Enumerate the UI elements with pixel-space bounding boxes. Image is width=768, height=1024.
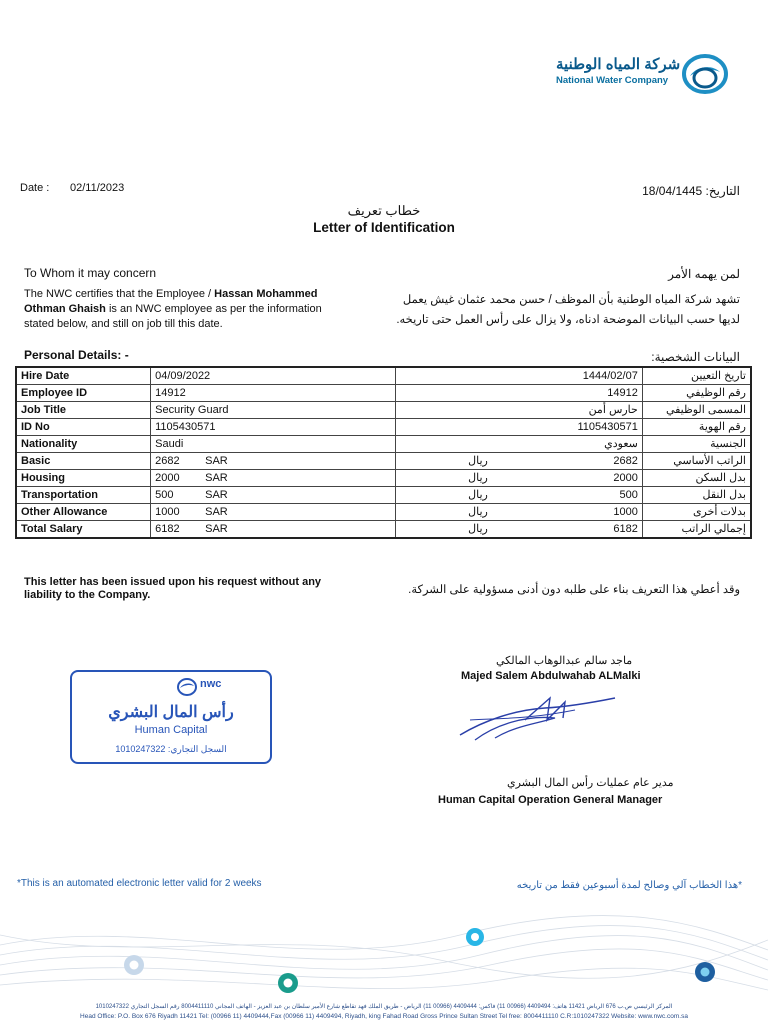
stamp-text-ar: رأس المال البشري bbox=[108, 704, 234, 721]
table-row bbox=[16, 521, 751, 539]
amount-value-ar: 2682 bbox=[613, 455, 638, 467]
currency-ar: ريال bbox=[468, 472, 488, 484]
row-amount-ar bbox=[396, 453, 642, 470]
body-part-2: is an NWC employee as per the information stated below, and still on job till this date. bbox=[24, 303, 322, 330]
currency-en: SAR bbox=[205, 472, 228, 484]
row-label-ar: الجنسية bbox=[642, 436, 751, 453]
row-label-en: Nationality bbox=[16, 436, 151, 453]
row-label-en: ID No bbox=[16, 419, 151, 436]
amount-value-ar: 2000 bbox=[613, 472, 638, 484]
personal-details-heading-ar: البيانات الشخصية: bbox=[651, 350, 740, 364]
row-value-ar: 14912 bbox=[396, 385, 642, 402]
row-label-ar: رقم الهوية bbox=[642, 419, 751, 436]
row-amount-ar bbox=[396, 521, 642, 539]
personal-details-heading-en: Personal Details: - bbox=[24, 348, 129, 362]
stamp-cr: السجل التجاري: 1010247322 bbox=[115, 744, 227, 754]
row-label-ar: رقم الوظيفي bbox=[642, 385, 751, 402]
body-text-en bbox=[24, 287, 354, 332]
row-label-en: Employee ID bbox=[16, 385, 151, 402]
row-value-ar: 1105430571 bbox=[396, 419, 642, 436]
row-label-en: Transportation bbox=[16, 487, 151, 504]
row-value-en: Saudi bbox=[151, 436, 396, 453]
stamp-logo-icon bbox=[176, 677, 198, 697]
nwc-logo-icon bbox=[680, 54, 728, 94]
currency-ar: ريال bbox=[468, 523, 488, 535]
stamp-text-en: Human Capital bbox=[134, 724, 208, 736]
row-label-ar: إجمالي الراتب bbox=[642, 521, 751, 539]
row-amount-ar bbox=[396, 504, 642, 521]
body-text-ar: تشهد شركة المياه الوطنية بأن الموظف / حسن محمد عثمان غيش يعمل لديها حسب البيانات الموضحة ادناه، ولا يزال على رأس العمل حتى تاريخه. bbox=[396, 294, 740, 326]
table-row bbox=[16, 504, 751, 521]
row-value-en: 1105430571 bbox=[151, 419, 396, 436]
table-row bbox=[16, 419, 751, 436]
signature-icon bbox=[455, 690, 620, 745]
company-name-ar: شركة المياه الوطنية bbox=[556, 56, 681, 73]
title-ar: خطاب تعريف bbox=[347, 203, 421, 218]
table-row bbox=[16, 402, 751, 419]
footer-address-ar: المركز الرئيسي ص.ب 676 الرياض 11421 هاتف: 4409494 (00966 11) فاكس: 4409444 (00966 11) الرياض - طريق الملك فهد تقاطع شارع الأمير سلطان بن عبد العزيز - الهاتف المجاني 8004411110 رقم السجل التجاري 1010247322 bbox=[95, 1004, 673, 1010]
row-amount-ar bbox=[396, 487, 642, 504]
liability-note-en: This letter has been issued upon his request without any liability to the Company. bbox=[24, 576, 322, 601]
currency-ar: ريال bbox=[468, 489, 488, 501]
row-label-en: Total Salary bbox=[16, 521, 151, 539]
row-label-en: Basic bbox=[16, 453, 151, 470]
row-label-ar: المسمى الوظيفي bbox=[642, 402, 751, 419]
amount-value: 1000 bbox=[155, 506, 180, 518]
signatory-name-ar: ماجد سالم عبدالوهاب المالكي bbox=[496, 655, 633, 667]
signatory-name-en: Majed Salem Abdulwahab ALMalki bbox=[461, 670, 641, 682]
row-label-ar: بدل السكن bbox=[642, 470, 751, 487]
row-amount-en bbox=[151, 487, 396, 504]
salutation-ar: لمن يهمه الأمر bbox=[668, 267, 740, 281]
employee-name: Hassan Mohammed Othman Ghaish bbox=[24, 288, 318, 315]
table-row bbox=[16, 385, 751, 402]
currency-ar: ريال bbox=[468, 506, 488, 518]
currency-ar: ريال bbox=[468, 455, 488, 467]
row-amount-en bbox=[151, 453, 396, 470]
amount-value: 6182 bbox=[155, 523, 180, 535]
human-capital-stamp bbox=[70, 670, 272, 764]
row-label-en: Housing bbox=[16, 470, 151, 487]
liability-note-ar: وقد أعطي هذا التعريف بناء على طلبه دون أدنى مسؤولية على الشركة. bbox=[408, 584, 740, 596]
row-label-ar: الراتب الأساسي bbox=[642, 453, 751, 470]
row-amount-en bbox=[151, 470, 396, 487]
page-title: Letter of Identification bbox=[313, 220, 455, 235]
signatory-title-en: Human Capital Operation General Manager bbox=[438, 794, 663, 806]
row-amount-en bbox=[151, 504, 396, 521]
amount-value-ar: 6182 bbox=[613, 523, 638, 535]
currency-en: SAR bbox=[205, 523, 228, 535]
table-row bbox=[16, 367, 751, 385]
row-amount-en bbox=[151, 521, 396, 539]
row-value-en: Security Guard bbox=[151, 402, 396, 419]
currency-en: SAR bbox=[205, 506, 228, 518]
date-hijri: التاريخ: 18/04/1445 bbox=[642, 184, 740, 198]
row-label-en: Other Allowance bbox=[16, 504, 151, 521]
row-value-ar: 1444/02/07 bbox=[396, 367, 642, 385]
stamp-logo-text: nwc bbox=[200, 678, 222, 690]
salutation-en: To Whom it may concern bbox=[24, 266, 157, 280]
amount-value-ar: 500 bbox=[619, 489, 638, 501]
body-part-1: The NWC certifies that the Employee / bbox=[24, 288, 215, 300]
amount-value: 2682 bbox=[155, 455, 180, 467]
row-value-ar: حارس أمن bbox=[396, 402, 642, 419]
table-row bbox=[16, 436, 751, 453]
validity-note-en: *This is an automated electronic letter valid for 2 weeks bbox=[17, 878, 262, 889]
amount-value-ar: 1000 bbox=[613, 506, 638, 518]
table-row bbox=[16, 453, 751, 470]
row-value-ar: سعودي bbox=[396, 436, 642, 453]
signatory-title-ar: مدير عام عمليات رأس المال البشري bbox=[507, 777, 674, 789]
row-label-ar: بدل النقل bbox=[642, 487, 751, 504]
row-value-en: 14912 bbox=[151, 385, 396, 402]
amount-value: 500 bbox=[155, 489, 174, 501]
date-label: Date : bbox=[20, 182, 50, 194]
row-amount-ar bbox=[396, 470, 642, 487]
table-row bbox=[16, 487, 751, 504]
row-label-en: Hire Date bbox=[16, 367, 151, 385]
table-row bbox=[16, 470, 751, 487]
decorative-wave-icon bbox=[0, 905, 768, 1005]
currency-en: SAR bbox=[205, 489, 228, 501]
row-label-ar: بدلات أخرى bbox=[642, 504, 751, 521]
footer-address-en: Head Office: P.O. Box 676 Riyadh 11421 Tel: (00966 11) 4409444,Fax (00966 11) 4409494, Riyadh, king Fahad Road Gross Prince Sultan Street Tel free: 8004411110 C.R:1010247322 Website: www.nwc.com.sa bbox=[80, 1013, 688, 1020]
details-table bbox=[15, 366, 752, 539]
amount-value: 2000 bbox=[155, 472, 180, 484]
date-value: 02/11/2023 bbox=[70, 182, 125, 194]
row-value-en: 04/09/2022 bbox=[151, 367, 396, 385]
company-name-en: National Water Company bbox=[556, 75, 669, 86]
currency-en: SAR bbox=[205, 455, 228, 467]
row-label-en: Job Title bbox=[16, 402, 151, 419]
row-label-ar: تاريخ التعيين bbox=[642, 367, 751, 385]
validity-note-ar: *هذا الخطاب آلي وصالح لمدة أسبوعين فقط من تاريخه bbox=[516, 880, 742, 891]
